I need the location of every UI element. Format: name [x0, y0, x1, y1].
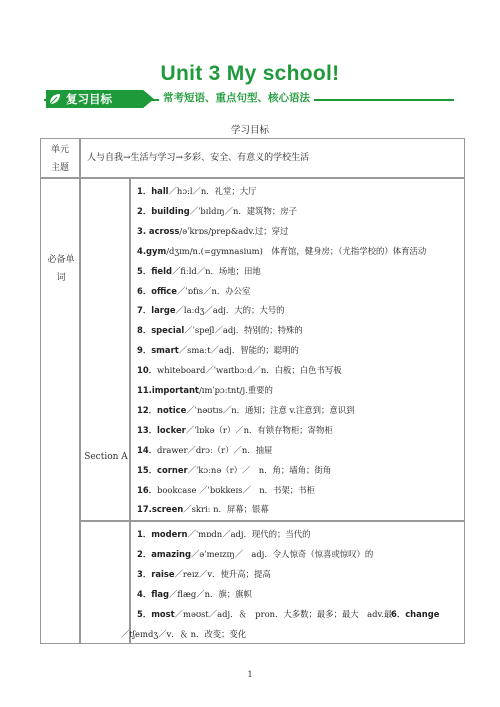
vocab-definition: ／fiːld／n．场地；田地 [171, 265, 261, 276]
vocab-entry [137, 245, 426, 257]
vocab-definition: ／məʊst／adj．＆ pron．大多数；最多；最大 adv.最 [174, 609, 393, 619]
vocab-entry [137, 285, 250, 297]
vocab-word: 2．amazing [137, 549, 191, 559]
vocab-entry [137, 404, 355, 416]
vocab-definition: ／ˈbɪldɪŋ／n．建筑物；房子 [189, 205, 297, 216]
vocab-label-line2: 词 [56, 273, 66, 283]
vocab-definition: ／ˈlɒkə（r）／n．有锁存物柜；寄物柜 [185, 424, 333, 435]
vocab-definition: ／ˈnəʊtɪs／n．通知；注意 v.注意到；意识到 [186, 404, 355, 415]
vocab-definition: ／ˈmɒdn／adj．现代的；当代的 [187, 529, 311, 539]
vocab-word: 5．field [137, 265, 172, 276]
vocab-definition: ／flæg／n．旗；旗帜 [169, 589, 252, 599]
page-number: 1 [247, 670, 253, 679]
vocab-label-line1: 必备单 [47, 255, 75, 265]
vocab-definition: ／ˈkɔːnə（r）／ n．角；墙角；街角 [187, 464, 332, 475]
vocab-word: 4．flag [137, 589, 170, 599]
section-banner [44, 90, 454, 108]
page-title: Unit 3 My school! [160, 62, 340, 85]
vocab-word: 6．office [137, 285, 177, 296]
topic-content: 人与自我→生活与学习→多彩、安全、有意义的学校生活 [87, 153, 310, 163]
vocab-word: 10． [137, 365, 158, 376]
vocab-definition: /dʒɪm/n.(=gymnasium) 体育馆，健身房；（尤指学校的）体育活动 [166, 245, 427, 256]
vocab-entry [137, 464, 331, 476]
vocab-definition: drawer／drɔː（r）／n．抽屉 [157, 444, 273, 455]
vocab-word: 16． [137, 484, 158, 495]
section-a-words-cell [130, 178, 465, 521]
vocab-entry [137, 484, 315, 496]
vocab-entry [391, 608, 439, 620]
vocab-definition: bookcase ／ˈbʊkkeɪs／ n．书架；书柜 [157, 484, 315, 495]
vocab-word: 1．hall [137, 186, 169, 196]
vocab-entry [137, 503, 269, 515]
vocab-word: 7．large [137, 305, 176, 316]
section-b-words-cell [121, 521, 465, 644]
table-caption: 学习目标 [230, 125, 269, 136]
vocab-definition: ／smaːt／adj．智能的；聪明的 [178, 345, 299, 356]
vocab-word: 3. across [137, 225, 180, 236]
vocab-entry [137, 384, 273, 396]
vocab-word: 9．smart [137, 345, 179, 356]
section-a-label-cell [80, 178, 130, 521]
vocab-entry [137, 324, 303, 336]
vocab-definition: /ɪmˈpɔːtnt/j.重要的 [198, 385, 273, 395]
topic-label-line2: 主题 [50, 163, 69, 173]
vocab-entry [137, 304, 284, 316]
vocab-word: 5．most [137, 609, 175, 619]
vocab-entry [137, 225, 288, 237]
vocab-word: 1．modern [137, 529, 188, 539]
vocab-entry [137, 424, 333, 436]
vocab-entry [137, 205, 297, 217]
leaf-icon [49, 93, 61, 105]
vocab-word: 8．special [137, 325, 185, 336]
topic-label-line1: 单元 [50, 145, 69, 155]
vocab-word: 11.important [137, 385, 199, 395]
vocab-definition: ／ˈɒfɪs／n．办公室 [176, 285, 251, 296]
vocab-word: 4.gym [137, 245, 167, 256]
vocab-entry [137, 185, 257, 197]
vocab-entry [137, 608, 392, 620]
vocab-definition: ／hɔ:l／n．礼堂；大厅 [168, 186, 257, 196]
vocab-definition: whiteboard／ˈwaɪtbɔːd／n．白板；白色书写板 [157, 365, 342, 376]
topic-content-cell [80, 138, 465, 178]
vocab-word: 15．corner [137, 464, 188, 475]
vocab-definition: ／laːdʒ／adj．大的；大号的 [175, 305, 285, 316]
section-a-label: Section A [84, 452, 128, 462]
vocab-entry [137, 548, 373, 560]
vocab-definition: ／əˈmeɪzɪŋ／ adj．令人惊奇（惊喜或惊叹）的 [190, 549, 374, 559]
vocab-word: 3．raise [137, 569, 175, 579]
banner-tag-label: 复习目标 [66, 92, 112, 106]
vocab-word: 6．change [391, 609, 440, 619]
vocab-definition: ／ˈspeʃl／adj．特别的；特殊的 [184, 325, 303, 336]
vocab-label-cell [40, 178, 80, 644]
vocab-entry [137, 444, 272, 456]
vocab-entry [137, 344, 299, 356]
vocab-word: 12．notice [137, 404, 187, 415]
vocab-word: 17.screen [137, 504, 184, 515]
vocab-word: 2．building [137, 205, 190, 216]
vocab-entry [137, 364, 342, 376]
section-b-label-cell [80, 521, 130, 644]
vocab-word: 14． [137, 444, 158, 455]
vocab-entry [137, 568, 271, 580]
vocab-definition: ／reɪz／v．使升高；提高 [174, 569, 271, 579]
topic-label-cell [40, 138, 80, 178]
vocab-entry [137, 588, 252, 600]
vocab-definition: /əˈkrɒs/prep&adv.过；穿过 [179, 225, 289, 236]
vocab-word: 13．locker [137, 424, 186, 435]
vocab-entry [121, 628, 246, 640]
vocab-definition: ／skriː n．屏幕；银幕 [183, 504, 269, 515]
banner-subtitle: 常考短语、重点句型、核心语法 [159, 90, 314, 105]
vocab-entry [137, 265, 261, 277]
vocab-definition: ／tʃeɪndʒ／v．＆ n．改变；变化 [121, 629, 247, 639]
vocab-entry [137, 528, 311, 540]
